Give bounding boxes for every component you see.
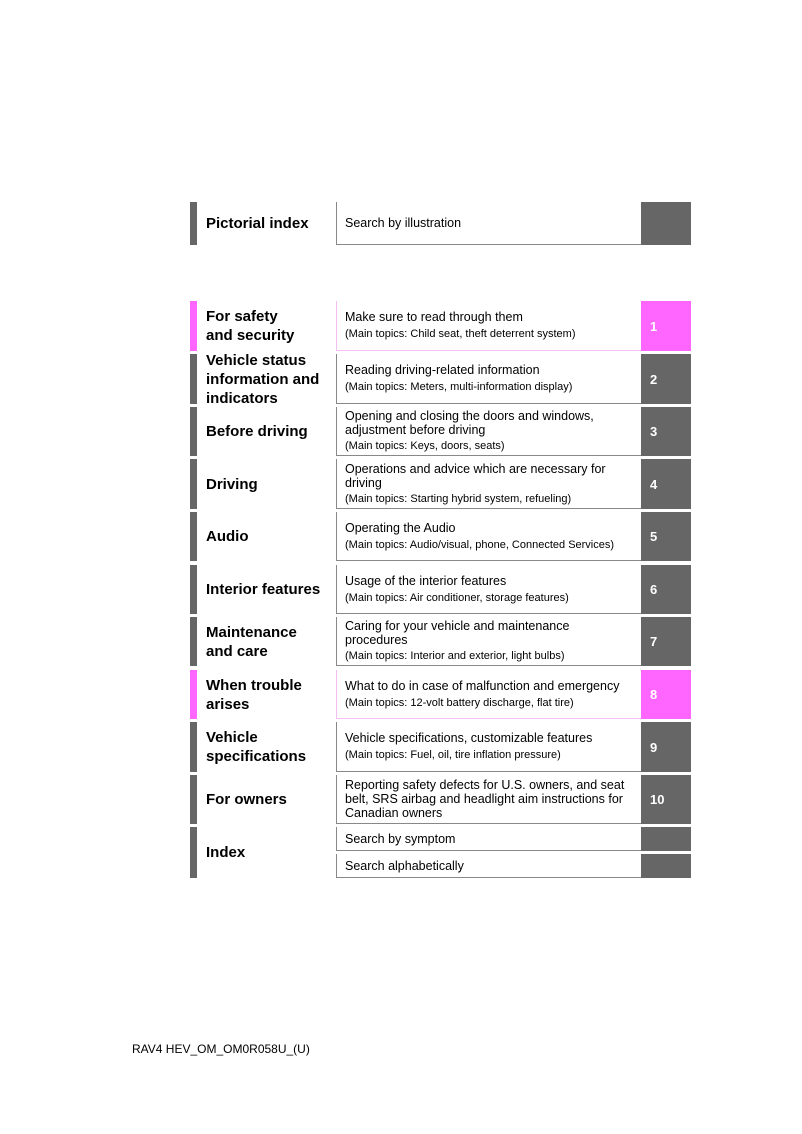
- chapter-row-9[interactable]: [190, 722, 691, 772]
- chapter-number-tab[interactable]: 4: [641, 459, 691, 509]
- chapter-main-text: Caring for your vehicle and maintenance procedures: [345, 619, 570, 647]
- section-bar: [190, 202, 197, 245]
- chapter-number-tab[interactable]: 6: [641, 565, 691, 614]
- index-item-label: Search by symptom: [345, 831, 456, 846]
- chapter-row-7[interactable]: [190, 617, 691, 666]
- section-description: [336, 202, 641, 245]
- section-bar: [190, 722, 197, 772]
- chapter-description: [336, 407, 641, 456]
- chapter-topics: (Main topics: Meters, multi-information display): [345, 381, 573, 393]
- chapter-topics: (Main topics: Child seat, theft deterrent system): [345, 328, 576, 340]
- section-bar: [190, 565, 197, 614]
- index-tab[interactable]: [641, 827, 691, 851]
- chapter-description: [336, 775, 641, 824]
- section-bar: [190, 670, 197, 719]
- chapter-title: When trouble arises: [206, 676, 302, 713]
- index-item-label-box: [336, 827, 641, 851]
- section-bar: [190, 301, 197, 351]
- section-title: Pictorial index: [206, 215, 309, 232]
- chapter-number-tab[interactable]: 3: [641, 407, 691, 456]
- index-tab[interactable]: [641, 854, 691, 878]
- chapter-topics: (Main topics: Interior and exterior, light bulbs): [345, 650, 565, 662]
- chapter-topics: (Main topics: Fuel, oil, tire inflation pressure): [345, 749, 561, 761]
- chapter-main-text: Reading driving-related information: [345, 363, 540, 377]
- section-bar: [190, 459, 197, 509]
- chapter-row-6[interactable]: [190, 565, 691, 614]
- chapter-row-10[interactable]: [190, 775, 691, 824]
- chapter-description: [336, 565, 641, 614]
- chapter-main-text: Vehicle specifications, customizable features: [345, 731, 593, 745]
- chapter-title: Maintenance and care: [206, 623, 297, 660]
- chapter-main-text: Operating the Audio: [345, 520, 456, 535]
- index-item-alphabetical[interactable]: [336, 854, 691, 878]
- chapter-description: [336, 722, 641, 772]
- chapter-description: [336, 301, 641, 351]
- chapter-row-8[interactable]: [190, 670, 691, 719]
- section-bar: [190, 407, 197, 456]
- chapter-topics: (Main topics: Keys, doors, seats): [345, 440, 505, 452]
- chapter-main-text: Usage of the interior features: [345, 573, 507, 588]
- section-bar: [190, 512, 197, 561]
- chapter-number-tab[interactable]: 5: [641, 512, 691, 561]
- section-bar: [190, 775, 197, 824]
- chapter-number-tab[interactable]: 7: [641, 617, 691, 666]
- index-item-label: Search alphabetically: [345, 858, 464, 873]
- chapter-description: [336, 512, 641, 561]
- section-bar: [190, 617, 197, 666]
- chapter-row-3[interactable]: [190, 407, 691, 456]
- chapter-main-text: What to do in case of malfunction and emergency: [345, 678, 620, 693]
- chapter-title: Vehicle status information and indicators: [206, 351, 320, 407]
- chapter-number-tab[interactable]: 8: [641, 670, 691, 719]
- chapter-title: Before driving: [206, 423, 308, 440]
- index-row: [190, 827, 691, 878]
- chapter-row-1[interactable]: [190, 301, 691, 351]
- chapter-main-text: Opening and closing the doors and windows, adjustment before driving: [345, 409, 594, 437]
- chapter-topics: (Main topics: Air conditioner, storage features): [345, 591, 569, 604]
- section-bar: [190, 827, 197, 878]
- chapter-row-2[interactable]: [190, 351, 691, 407]
- chapter-title: Vehicle specifications: [206, 729, 307, 765]
- chapter-topics: (Main topics: Starting hybrid system, refueling): [345, 492, 572, 505]
- chapter-title: Driving: [206, 475, 258, 493]
- chapter-row-4[interactable]: [190, 459, 691, 509]
- chapter-number-tab[interactable]: 10: [641, 775, 691, 824]
- chapter-number-tab[interactable]: 2: [641, 354, 691, 404]
- chapter-title: For owners: [206, 791, 287, 808]
- description-text: Search by illustration: [345, 216, 462, 230]
- index-item-label-box: [336, 854, 641, 878]
- chapter-title: For safety and security: [206, 308, 295, 344]
- chapter-title: Audio: [206, 528, 249, 545]
- pictorial-index-row[interactable]: [190, 202, 691, 245]
- chapter-main-text: Make sure to read through them: [345, 310, 523, 324]
- chapter-description: [336, 354, 641, 404]
- chapter-description: [336, 459, 641, 509]
- chapter-main-text: Reporting safety defects for U.S. owners, and seat belt, SRS airbag and headlight aim instructions for Canadian owners: [345, 778, 625, 820]
- section-tab[interactable]: [641, 202, 691, 245]
- chapter-description: [336, 617, 641, 666]
- chapter-main-text: Operations and advice which are necessary for driving: [345, 461, 606, 490]
- section-bar: [190, 354, 197, 404]
- chapter-description: [336, 670, 641, 719]
- chapter-number-tab[interactable]: 9: [641, 722, 691, 772]
- index-title: Index: [206, 844, 246, 861]
- chapter-number-tab[interactable]: 1: [641, 301, 691, 351]
- chapter-row-5[interactable]: [190, 512, 691, 561]
- index-item-symptom[interactable]: [336, 827, 691, 851]
- chapter-topics: (Main topics: Audio/visual, phone, Connected Services): [345, 538, 615, 551]
- chapter-topics: (Main topics: 12-volt battery discharge, flat tire): [345, 696, 574, 709]
- chapter-title: Interior features: [206, 581, 321, 598]
- document-code-footer: RAV4 HEV_OM_OM0R058U_(U): [132, 1042, 310, 1056]
